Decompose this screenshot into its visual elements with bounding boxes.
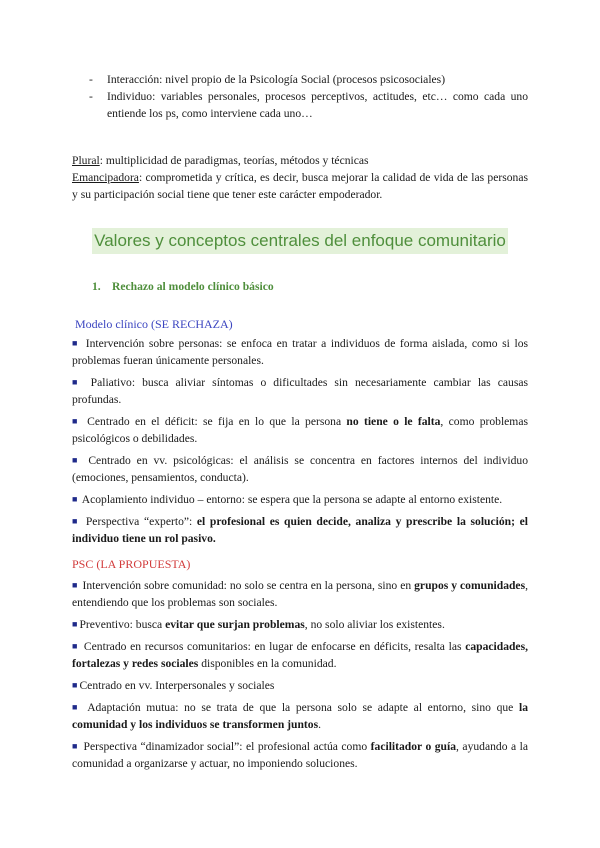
term-plural: Plural <box>72 154 100 167</box>
list-item <box>72 638 528 672</box>
list-item <box>72 413 528 447</box>
item-text: Adaptación mutua: no se trata de que la persona solo se adapte al entorno, sino que <box>87 701 519 714</box>
item-text: Centrado en recursos comunitarios: en lugar de enfocarse en déficits, resalta las <box>83 640 466 653</box>
square-bullet-icon: ■ <box>72 377 82 387</box>
item-text: , no solo aliviar los existentes. <box>304 618 445 631</box>
square-bullet-icon: ■ <box>72 516 80 526</box>
item-text: Perspectiva “dinamizador social”: el profesional actúa como <box>83 740 371 753</box>
definition-plural <box>72 152 528 169</box>
item-text: Perspectiva “experto”: <box>85 515 197 528</box>
square-bullet-icon: ■ <box>72 741 79 751</box>
item-bold-text: facilitador o guía <box>370 740 457 753</box>
item-text: Preventivo: busca <box>79 618 166 631</box>
definition-text: : multiplicidad de paradigmas, teorías, métodos y técnicas <box>99 154 369 167</box>
dash-marker: - <box>89 73 93 86</box>
item-text: Centrado en vv. Interpersonales y sociales <box>79 679 275 692</box>
square-bullet-icon: ■ <box>72 455 81 465</box>
section-number: 1. <box>92 280 101 293</box>
list-item <box>72 491 528 508</box>
item-text: , como problemas psicológicos o debilidades. <box>72 415 528 445</box>
list-item-text: Individuo: variables personales, procesos perceptivos, actitudes, etc… como cada uno entiende los ps, como interviene cada uno… <box>107 90 528 120</box>
list-item-text: Interacción: nivel propio de la Psicología Social (procesos psicosociales) <box>107 73 446 86</box>
item-text: Intervención sobre personas: se enfoca en tratar a individuos de forma aislada, como si los problemas fueran únicamente personales. <box>72 337 528 367</box>
list-item <box>72 452 528 486</box>
list-item <box>72 738 528 772</box>
term-emancipadora: Emancipadora <box>72 171 139 184</box>
section-heading <box>92 278 274 295</box>
definition-emancipadora <box>72 169 528 203</box>
list-item <box>72 513 528 547</box>
list-item <box>72 374 528 408</box>
list-item <box>72 71 528 88</box>
square-bullet-icon: ■ <box>72 416 80 426</box>
square-bullet-icon: ■ <box>72 619 78 629</box>
item-text: , entendiendo que los problemas son sociales. <box>72 579 529 609</box>
clinical-model-heading: Modelo clínico (SE RECHAZA) <box>75 317 233 331</box>
item-text: disponibles en la comunidad. <box>198 657 337 670</box>
section-banner: Valores y conceptos centrales del enfoque comunitario <box>92 228 508 254</box>
item-bold-text: el profesional es quien decide, analiza y prescribe la solución; el individuo tiene un rol pasivo. <box>72 515 528 545</box>
clinical-list <box>72 335 528 552</box>
item-bold-text: grupos y comunidades <box>414 579 526 592</box>
intro-dash-list <box>72 71 528 122</box>
item-text: , ayudando a la comunidad a organizarse y actuar, no imponiendo soluciones. <box>72 740 528 770</box>
item-text: Centrado en el déficit: se fija en lo que la persona <box>87 415 347 428</box>
list-item <box>72 616 528 633</box>
list-item <box>72 335 528 369</box>
list-item <box>72 577 528 611</box>
section-title: Rechazo al modelo clínico básico <box>112 280 274 293</box>
definition-text: : comprometida y crítica, es decir, busca mejorar la calidad de vida de las personas y su participación social tiene que tener este carácter empoderador. <box>72 171 528 201</box>
square-bullet-icon: ■ <box>72 338 80 348</box>
item-bold-text: evitar que surjan problemas <box>165 618 305 631</box>
list-item <box>72 699 528 733</box>
psc-heading: PSC (LA PROPUESTA) <box>72 557 191 571</box>
list-item <box>72 88 528 122</box>
item-text: Acoplamiento individuo – entorno: se espera que la persona se adapte al entorno existente. <box>81 493 503 506</box>
item-text: Centrado en vv. psicológicas: el análisis se concentra en factores internos del individuo (emociones, pensamientos, conducta). <box>72 454 528 484</box>
square-bullet-icon: ■ <box>72 680 78 690</box>
psc-list <box>72 577 528 777</box>
dash-marker: - <box>89 90 93 103</box>
banner-wrap <box>0 228 600 254</box>
item-text: Intervención sobre comunidad: no solo se centra en la persona, sino en <box>82 579 415 592</box>
square-bullet-icon: ■ <box>72 641 79 651</box>
item-text: Paliativo: busca aliviar síntomas o dificultades sin necesariamente cambiar las causas profundas. <box>72 376 528 406</box>
definitions <box>72 152 528 203</box>
item-bold-text: no tiene o le falta <box>346 415 441 428</box>
square-bullet-icon: ■ <box>72 702 81 712</box>
item-bold-text: la comunidad y los individuos se transformen juntos <box>72 701 529 731</box>
square-bullet-icon: ■ <box>72 580 78 590</box>
list-item <box>72 677 528 694</box>
square-bullet-icon: ■ <box>72 494 78 504</box>
item-text: . <box>318 718 321 731</box>
item-bold-text: capacidades, fortalezas y redes sociales <box>72 640 528 670</box>
